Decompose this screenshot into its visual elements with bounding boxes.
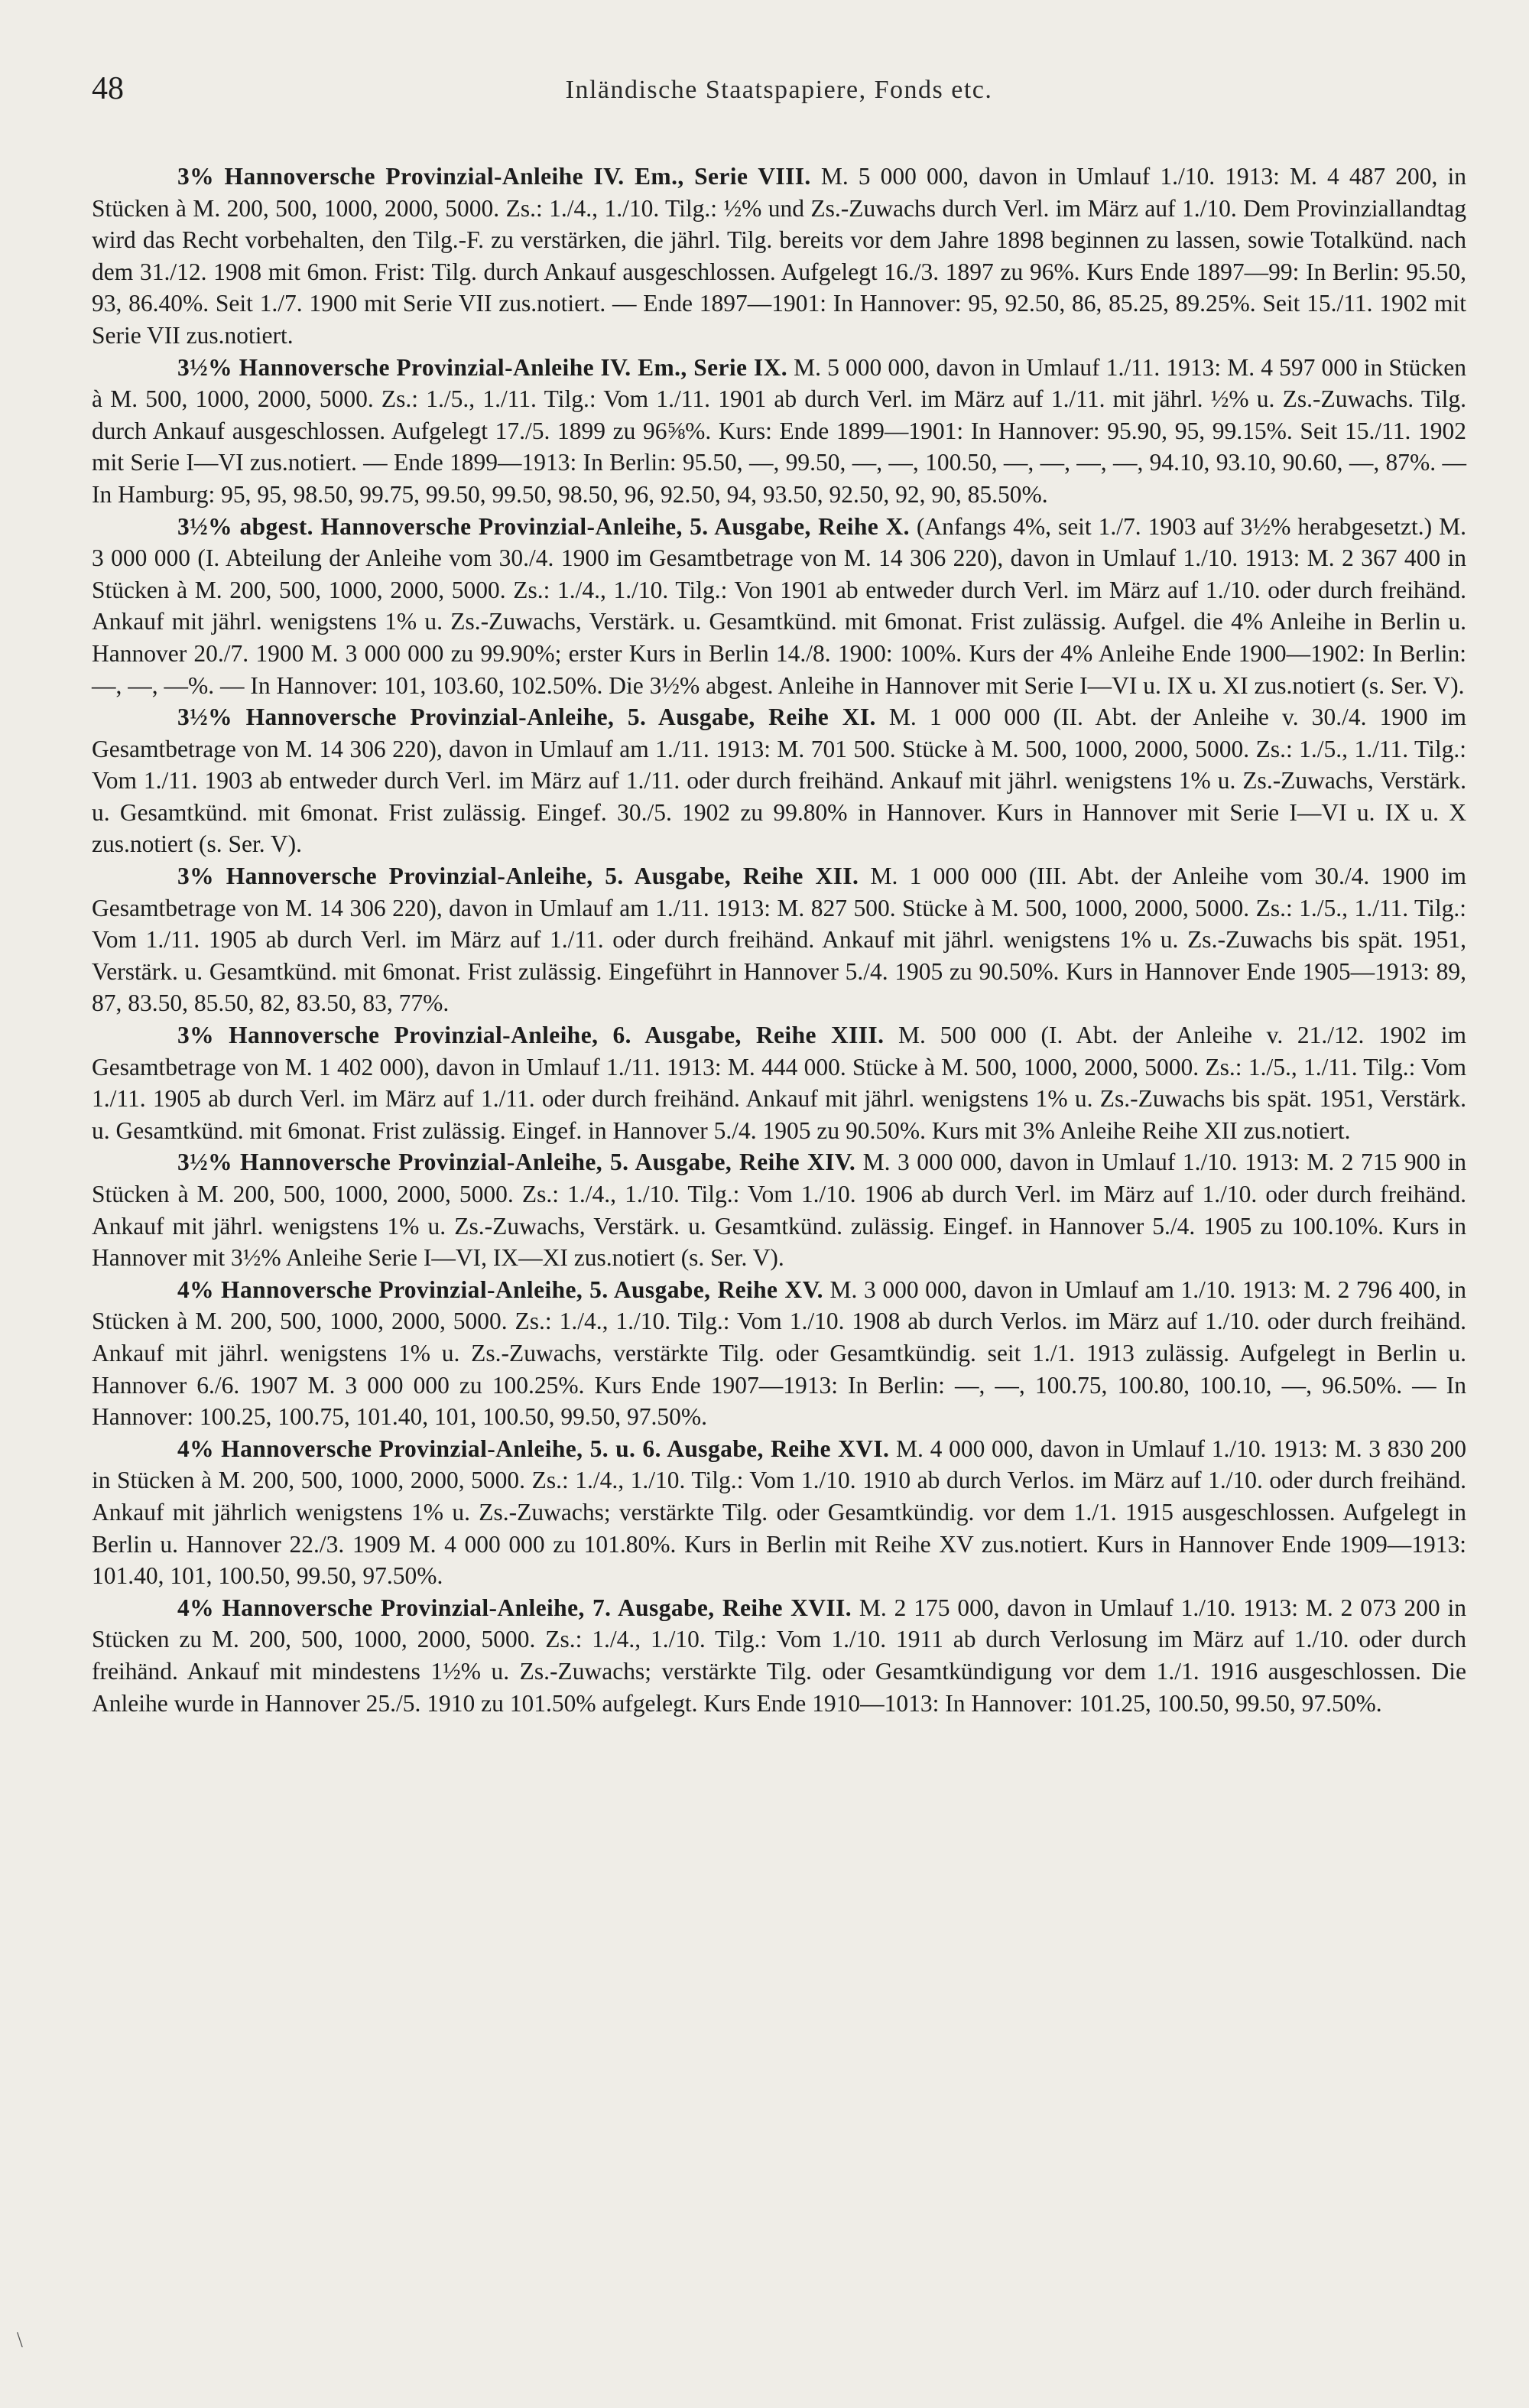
bond-entry <box>92 1433 1466 1592</box>
entry-text: M. 5 000 000, davon in Umlauf 1./10. 1913: M. 4 487 200, in Stücken à M. 200, 500, 1000, 2000, 5000. Zs.: 1./4., 1./10. Tilg.: ½% und Zs.-Zuwachs durch Verl. im März auf 1./10. Dem Provinziallandtag wird das Recht vorbehalten, den Tilg.-F. zu verstärken, die jährl. Tilg. bereits vor dem Jahre 1898 beginnen zu lassen, sowie Totalkünd. nach dem 31./12. 1908 mit 6mon. Frist: Tilg. durch Ankauf ausgeschlossen. Aufgelegt 16./3. 1897 zu 96%. Kurs Ende 1897—99: In Berlin: 95.50, 93, 86.40%. Seit 1./7. 1900 mit Serie VII zus.notiert. — Ende 1897—1901: In Hannover: 95, 92.50, 86, 85.25, 89.25%. Seit 15./11. 1902 mit Serie VII zus.notiert. <box>92 163 1467 349</box>
entry-title: 4% Hannoversche Provinzial-Anleihe, 7. Ausgabe, Reihe XVII. <box>177 1594 852 1621</box>
entry-text: M. 2 175 000, davon in Umlauf 1./10. 1913: M. 2 073 200 in Stücken zu M. 200, 500, 1000, 2000, 5000. Zs.: 1./4., 1./10. Tilg.: Vom 1./10. 1911 ab durch Verlosung im März auf 1./10. oder durch freihänd. Ankauf mit mindestens 1½% u. Zs.-Zuwachs; verstärkte Tilg. oder Gesamtkündigung vor dem 1./1. 1916 ausgeschlossen. Die Anleihe wurde in Hannover 25./5. 1910 zu 101.50% aufgelegt. Kurs Ende 1910—1013: In Hannover: 101.25, 100.50, 99.50, 97.50%. <box>92 1594 1466 1717</box>
entry-text: M. 4 000 000, davon in Umlauf 1./10. 1913: M. 3 830 200 in Stücken à M. 200, 500, 1000, 2000, 5000. Zs.: 1./4., 1./10. Tilg.: Vom 1./10. 1910 ab durch Verlos. im März auf 1./10. oder durch freihänd. Ankauf mit jährlich wenigstens 1% u. Zs.-Zuwachs; verstärkte Tilg. oder Gesamtkündig. vor dem 1./1. 1915 ausgeschlossen. Aufgelegt in Berlin u. Hannover 22./3. 1909 M. 4 000 000 zu 101.80%. Kurs in Berlin mit Reihe XV zus.notiert. Kurs in Hannover Ende 1909—1913: 101.40, 101, 100.50, 99.50, 97.50%. <box>92 1435 1466 1590</box>
bond-entry <box>92 161 1466 352</box>
bond-entry <box>92 1592 1466 1719</box>
bond-entries <box>92 161 1466 1719</box>
margin-mark: \ <box>17 2328 23 2352</box>
page-header <box>92 70 1466 116</box>
page-number: 48 <box>92 71 124 106</box>
running-head: Inländische Staatspapiere, Fonds etc. <box>565 76 993 104</box>
entry-title: 3½% Hannoversche Provinzial-Anleihe IV. Em., Serie IX. <box>177 353 788 381</box>
entry-text: M. 1 000 000 (II. Abt. der Anleihe v. 30./4. 1900 im Gesamtbetrage von M. 14 306 220), davon in Umlauf am 1./11. 1913: M. 701 500. Stücke à M. 500, 1000, 2000, 5000. Zs.: 1./5., 1./11. Tilg.: Vom 1./11. 1903 ab entweder durch Verl. im März auf 1./11. oder durch freihänd. Ankauf mit jährl. wenigstens 1% u. Zs.-Zuwachs, Verstärk. u. Gesamtkünd. mit 6monat. Frist zulässig. Eingef. 30./5. 1902 zu 99.80% in Hannover. Kurs in Hannover mit Serie I—VI u. IX u. X zus.notiert (s. Ser. V). <box>92 704 1467 858</box>
bond-entry <box>92 1019 1466 1146</box>
entry-title: 3½% Hannoversche Provinzial-Anleihe, 5. Ausgabe, Reihe XI. <box>177 704 876 731</box>
entry-title: 3% Hannoversche Provinzial-Anleihe, 6. Ausgabe, Reihe XIII. <box>177 1022 885 1049</box>
entry-text: M. 500 000 (I. Abt. der Anleihe v. 21./12. 1902 im Gesamtbetrage von M. 1 402 000), davon in Umlauf 1./11. 1913: M. 444 000. Stücke à M. 500, 1000, 2000, 5000. Zs.: 1./5., 1./11. Tilg.: Vom 1./11. 1905 ab durch Verl. im März auf 1./11. oder durch freihänd. Ankauf mit jährl. wenigstens 1% u. Zs.-Zuwachs bis spät. 1951, Verstärk. u. Gesamtkünd. mit 6monat. Frist zulässig. Eingef. in Hannover 5./4. 1905 zu 90.50%. Kurs mit 3% Anleihe Reihe XII zus.notiert. <box>92 1022 1466 1144</box>
bond-entry <box>92 1274 1466 1433</box>
bond-entry <box>92 1146 1466 1273</box>
entry-text: M. 5 000 000, davon in Umlauf 1./11. 1913: M. 4 597 000 in Stücken à M. 500, 1000, 2000, 5000. Zs.: 1./5., 1./11. Tilg.: Vom 1./11. 1901 ab durch Verl. im März auf 1./11. mit jährl. ½% u. Zs.-Zuwachs. Tilg. durch Ankauf ausgeschlossen. Aufgelegt 17./5. 1899 zu 96⅝%. Kurs: Ende 1899—1901: In Hannover: 95.90, 95, 99.15%. Seit 15./11. 1902 mit Serie I—VI zus.notiert. — Ende 1899—1913: In Berlin: 95.50, —, 99.50, —, —, 100.50, —, —, —, —, 94.10, 93.10, 90.60, —, 87%. — In Hamburg: 95, 95, 98.50, 99.75, 99.50, 99.50, 98.50, 96, 92.50, 94, 93.50, 92.50, 92, 90, 85.50%. <box>92 353 1466 508</box>
entry-title: 3% Hannoversche Provinzial-Anleihe, 5. Ausgabe, Reihe XII. <box>177 863 859 890</box>
bond-entry <box>92 352 1466 511</box>
entry-title: 4% Hannoversche Provinzial-Anleihe, 5. u. 6. Ausgabe, Reihe XVI. <box>177 1435 890 1462</box>
entry-title: 3½% abgest. Hannoversche Provinzial-Anleihe, 5. Ausgabe, Reihe X. <box>177 512 910 540</box>
bond-entry <box>92 511 1466 702</box>
bond-entry <box>92 860 1466 1019</box>
bond-entry <box>92 701 1466 860</box>
entry-title: 3½% Hannoversche Provinzial-Anleihe, 5. Ausgabe, Reihe XIV. <box>177 1149 856 1176</box>
entry-title: 3% Hannoversche Provinzial-Anleihe IV. Em., Serie VIII. <box>177 163 811 190</box>
entry-text: (Anfangs 4%, seit 1./7. 1903 auf 3½% herabgesetzt.) M. 3 000 000 (I. Abteilung der Anleihe vom 30./4. 1900 im Gesamtbetrage von M. 14 306 220), davon in Umlauf 1./10. 1913: M. 2 367 400 in Stücken à M. 200, 500, 1000, 2000, 5000. Zs.: 1./4., 1./10. Tilg.: Von 1901 ab entweder durch Verl. im März auf 1./10. oder durch freihänd. Ankauf mit jährl. wenigstens 1% u. Zs.-Zuwachs, Verstärk. u. Gesamtkünd. mit 6monat. Frist zulässig. Aufgel. die 4% Anleihe in Berlin u. Hannover 20./7. 1900 M. 3 000 000 zu 99.90%; erster Kurs in Berlin 14./8. 1900: 100%. Kurs der 4% Anleihe Ende 1900—1902: In Berlin: —, —, —%. — In Hannover: 101, 103.60, 102.50%. Die 3½% abgest. Anleihe in Hannover mit Serie I—VI u. IX u. XI zus.notiert (s. Ser. V). <box>92 512 1466 699</box>
entry-text: M. 3 000 000, davon in Umlauf 1./10. 1913: M. 2 715 900 in Stücken à M. 200, 500, 1000, 2000, 5000. Zs.: 1./4., 1./10. Tilg.: Vom 1./10. 1906 ab durch Verl. im März auf 1./10. oder durch freihänd. Ankauf mit jährl. wenigstens 1% u. Zs.-Zuwachs, Verstärk. u. Gesamtkünd. zulässig. Eingef. in Hannover 5./4. 1905 zu 100.10%. Kurs in Hannover mit 3½% Anleihe Serie I—VI, IX—XI zus.notiert (s. Ser. V). <box>92 1149 1466 1272</box>
entry-text: M. 1 000 000 (III. Abt. der Anleihe vom 30./4. 1900 im Gesamtbetrage von M. 14 306 220), davon in Umlauf am 1./11. 1913: M. 827 500. Stücke à M. 500, 1000, 2000, 5000. Zs.: 1./5., 1./11. Tilg.: Vom 1./11. 1905 ab durch Verl. im März auf 1./11. oder durch freihänd. Ankauf mit jährl. wenigstens 1% u. Zs.-Zuwachs bis spät. 1951, Verstärk. u. Gesamtkünd. mit 6monat. Frist zulässig. Eingeführt in Hannover 5./4. 1905 zu 90.50%. Kurs in Hannover Ende 1905—1913: 89, 87, 83.50, 85.50, 82, 83.50, 83, 77%. <box>92 863 1467 1017</box>
entry-title: 4% Hannoversche Provinzial-Anleihe, 5. Ausgabe, Reihe XV. <box>177 1275 823 1303</box>
entry-text: M. 3 000 000, davon in Umlauf am 1./10. 1913: M. 2 796 400, in Stücken à M. 200, 500, 1000, 2000, 5000. Zs.: 1./4., 1./10. Tilg.: Vom 1./10. 1908 ab durch Verlos. im März auf 1./10. oder durch freihänd. Ankauf mit jährl. wenigstens 1% u. Zs.-Zuwachs, verstärkte Tilg. oder Gesamtkündig. seit 1./1. 1913 zulässig. Aufgelegt in Berlin u. Hannover 6./6. 1907 M. 3 000 000 zu 100.25%. Kurs Ende 1907—1913: In Berlin: —, —, 100.75, 100.80, 100.10, —, 96.50%. — In Hannover: 100.25, 100.75, 101.40, 101, 100.50, 99.50, 97.50%. <box>92 1275 1466 1431</box>
